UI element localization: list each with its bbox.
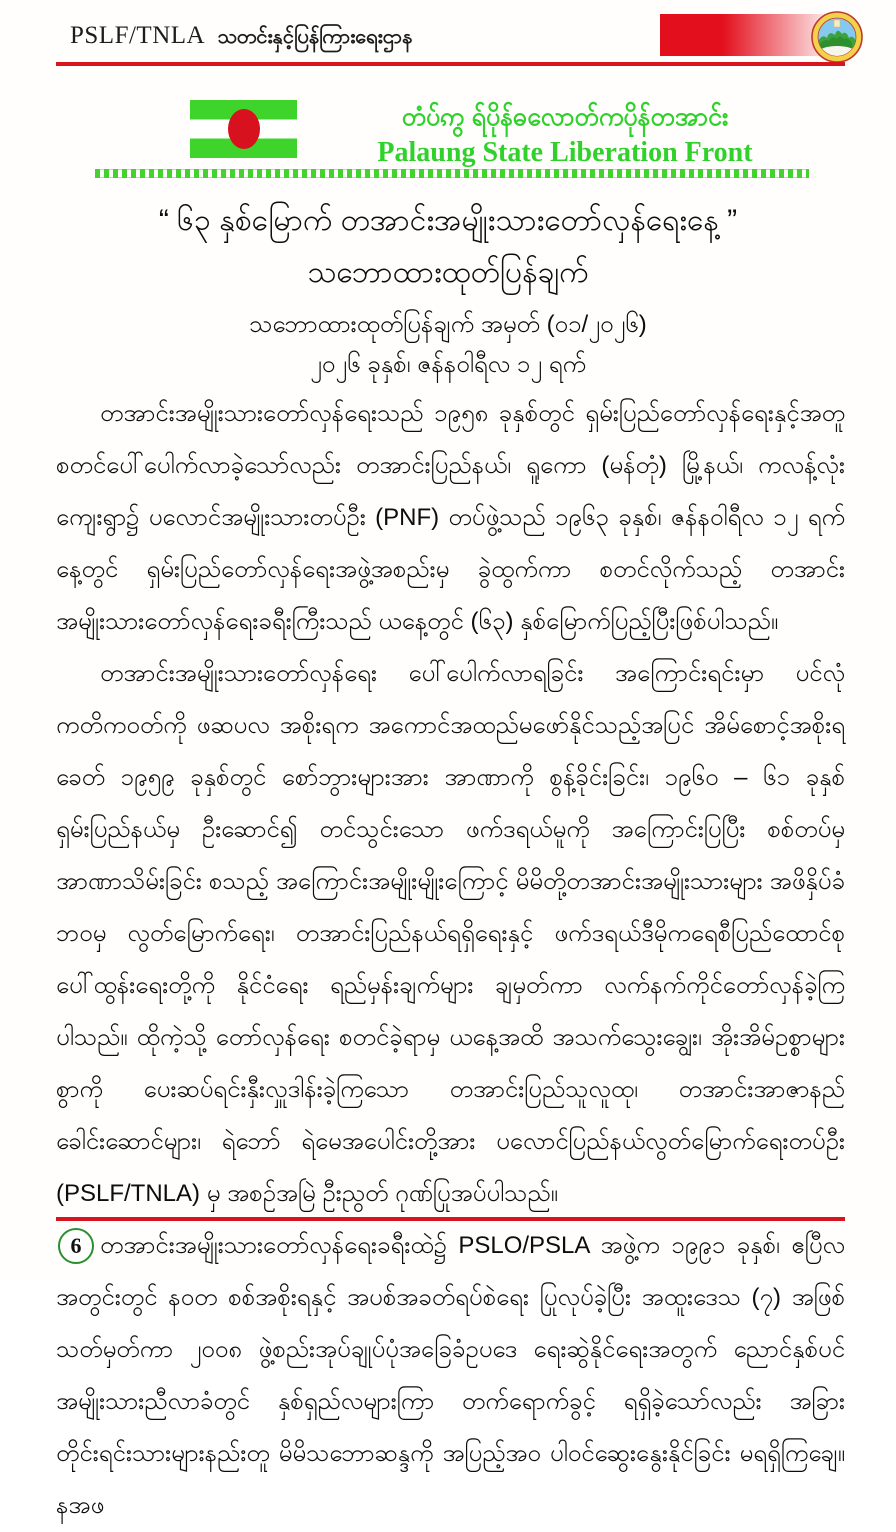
footer-rule-line [56,1217,845,1221]
statement-date: ၂၀၂၆ ခုနှစ်၊ ဇန်နဝါရီလ ၁၂ ရက် [309,351,587,378]
document-title-line2: သဘောထားထုတ်ပြန်ချက် [307,256,589,289]
header-rule-line [56,62,845,66]
masthead-department-name: သတင်းနှင့်ပြန်ကြားရေးဌာန [217,26,413,48]
paragraph-1: တအာင်းအမျိုးသားတော်လှန်ရေးသည် ၁၉၅၈ ခုနှစ်တွင် ရှမ်းပြည်တော်လှန်ရေးနှင့်အတူ စတင်ပေါ်ပေါက်လာခဲ့သော်လည်း တအာင်းပြည်နယ်၊ ရူကော (မန်တုံ) မြို့နယ်၊ ကလန့်လုံး ကျေးရွာ၌ ပလောင်အမျိုးသားတပ်ဦး (PNF) တပ်ဖွဲ့သည် ၁၉၆၃ ခုနှစ်၊ ဇန်နဝါရီလ ၁၂ ရက်နေ့တွင် ရှမ်းပြည်တော်လှန်ရေးအဖွဲ့အစည်းမှ ခွဲထွက်ကာ စတင်လိုက်သည့် တအာင်းအမျိုးသားတော်လှန်ရေးခရီးကြီးသည် ယနေ့တွင် (၆၃) နှစ်မြောက်ပြည့်ပြီးဖြစ်ပါသည်။ [56,400,845,635]
flag-red-disc [228,109,260,149]
masthead-org-abbrev: PSLF/TNLA [70,22,206,49]
document-body [56,388,845,1532]
masthead [70,22,412,53]
org-name-english: Palaung State Liberation Front [377,137,753,168]
paragraph-2: တအာင်းအမျိုးသားတော်လှန်ရေး ပေါ်ပေါက်လာရခြင်း အကြောင်းရင်းမှာ ပင်လုံကတိကဝတ်ကို ဖဆပလ အစိုးရက အကောင်အထည်မဖော်နိုင်သည့်အပြင် အိမ်စောင့်အစိုးရခေတ် ၁၉၅၉ ခုနှစ်တွင် စော်ဘွားများအား အာဏာကို စွန့်ခိုင်းခြင်း၊ ၁၉၆၀ – ၆၁ ခုနှစ် ရှမ်းပြည်နယ်မှ ဦးဆောင်၍ တင်သွင်းသော ဖက်ဒရယ်မူကို အကြောင်းပြပြီး စစ်တပ်မှ အာဏာသိမ်းခြင်း စသည့် အကြောင်းအမျိုးမျိုးကြောင့် မိမိတို့တအာင်းအမျိုးသားများ အဖိနှိပ်ခံဘဝမှ လွတ်မြောက်ရေး၊ တအာင်းပြည်နယ်ရရှိရေးနှင့် ဖက်ဒရယ်ဒီမိုကရေစီပြည်ထောင်စု ပေါ်ထွန်းရေးတို့ကို နိုင်ငံရေး ရည်မှန်းချက်များ ချမှတ်ကာ လက်နက်ကိုင်တော်လှန်ခဲ့ကြပါသည်။ ထိုကဲ့သို့ တော်လှန်ရေး စတင်ခဲ့ရာမှ ယနေ့အထိ အသက်သွေးချွေး၊ အိုးအိမ်ဥစ္စာများစွာကို ပေးဆပ်ရင်းနှီးလှူဒါန်းခဲ့ကြသော တအာင်းပြည်သူလူထု၊ တအာင်းအာဇာနည်ခေါင်းဆောင်များ၊ ရဲဘော် ရဲမေအပေါင်းတို့အား ပလောင်ပြည်နယ်လွတ်မြောက်ရေးတပ်ဦး (PSLF/TNLA) မှ အစဉ်အမြဲ ဦးညွတ် ဂုဏ်ပြုအပ်ပါသည်။ [56,660,845,1207]
pslf-flag-icon [190,100,297,158]
document-title-line1: “ ၆၃ နှစ်မြောက် တအာင်းအမျိုးသားတော်လှန်ရေးနေ့ ” [158,204,738,237]
decorative-green-separator [95,169,809,178]
pslf-emblem-icon [811,11,863,63]
org-name-palaung: တံပ်ဢွ ရ်ပိုန်ဓလောတ်ကပိုန်တအာင်း [401,103,729,131]
page-number-badge: 6 [58,1228,94,1264]
statement-number: သဘောထားထုတ်ပြန်ချက် အမှတ် (၀၁/၂၀၂၆) [249,311,647,338]
paragraph-3: တအာင်းအမျိုးသားတော်လှန်ရေးခရီးထဲ၌ PSLO/PSLA အဖွဲ့က ၁၉၉၁ ခုနှစ်၊ ဧပြီလအတွင်းတွင် နဝတ စစ်အစိုးရနှင့် အပစ်အခတ်ရပ်စဲရေး ပြုလုပ်ခဲ့ပြီး အထူးဒေသ (၇) အဖြစ် သတ်မှတ်ကာ ၂၀၀၈ ဖွဲ့စည်းအုပ်ချုပ်ပုံအခြေခံဥပဒေ ရေးဆွဲနိုင်ရေးအတွက် ညောင်နှစ်ပင် အမျိုးသားညီလာခံတွင် နှစ်ရှည်လများကြာ တက်ရောက်ခွင့် ရရှိခဲ့သော်လည်း အခြားတိုင်းရင်းသားများနည်းတူ မိမိသဘောဆန္ဒကို အပြည့်အဝ ပါဝင်ဆွေးနွေးနိုင်ခြင်း မရရှိကြချေ။ နအဖ [56,1232,845,1519]
